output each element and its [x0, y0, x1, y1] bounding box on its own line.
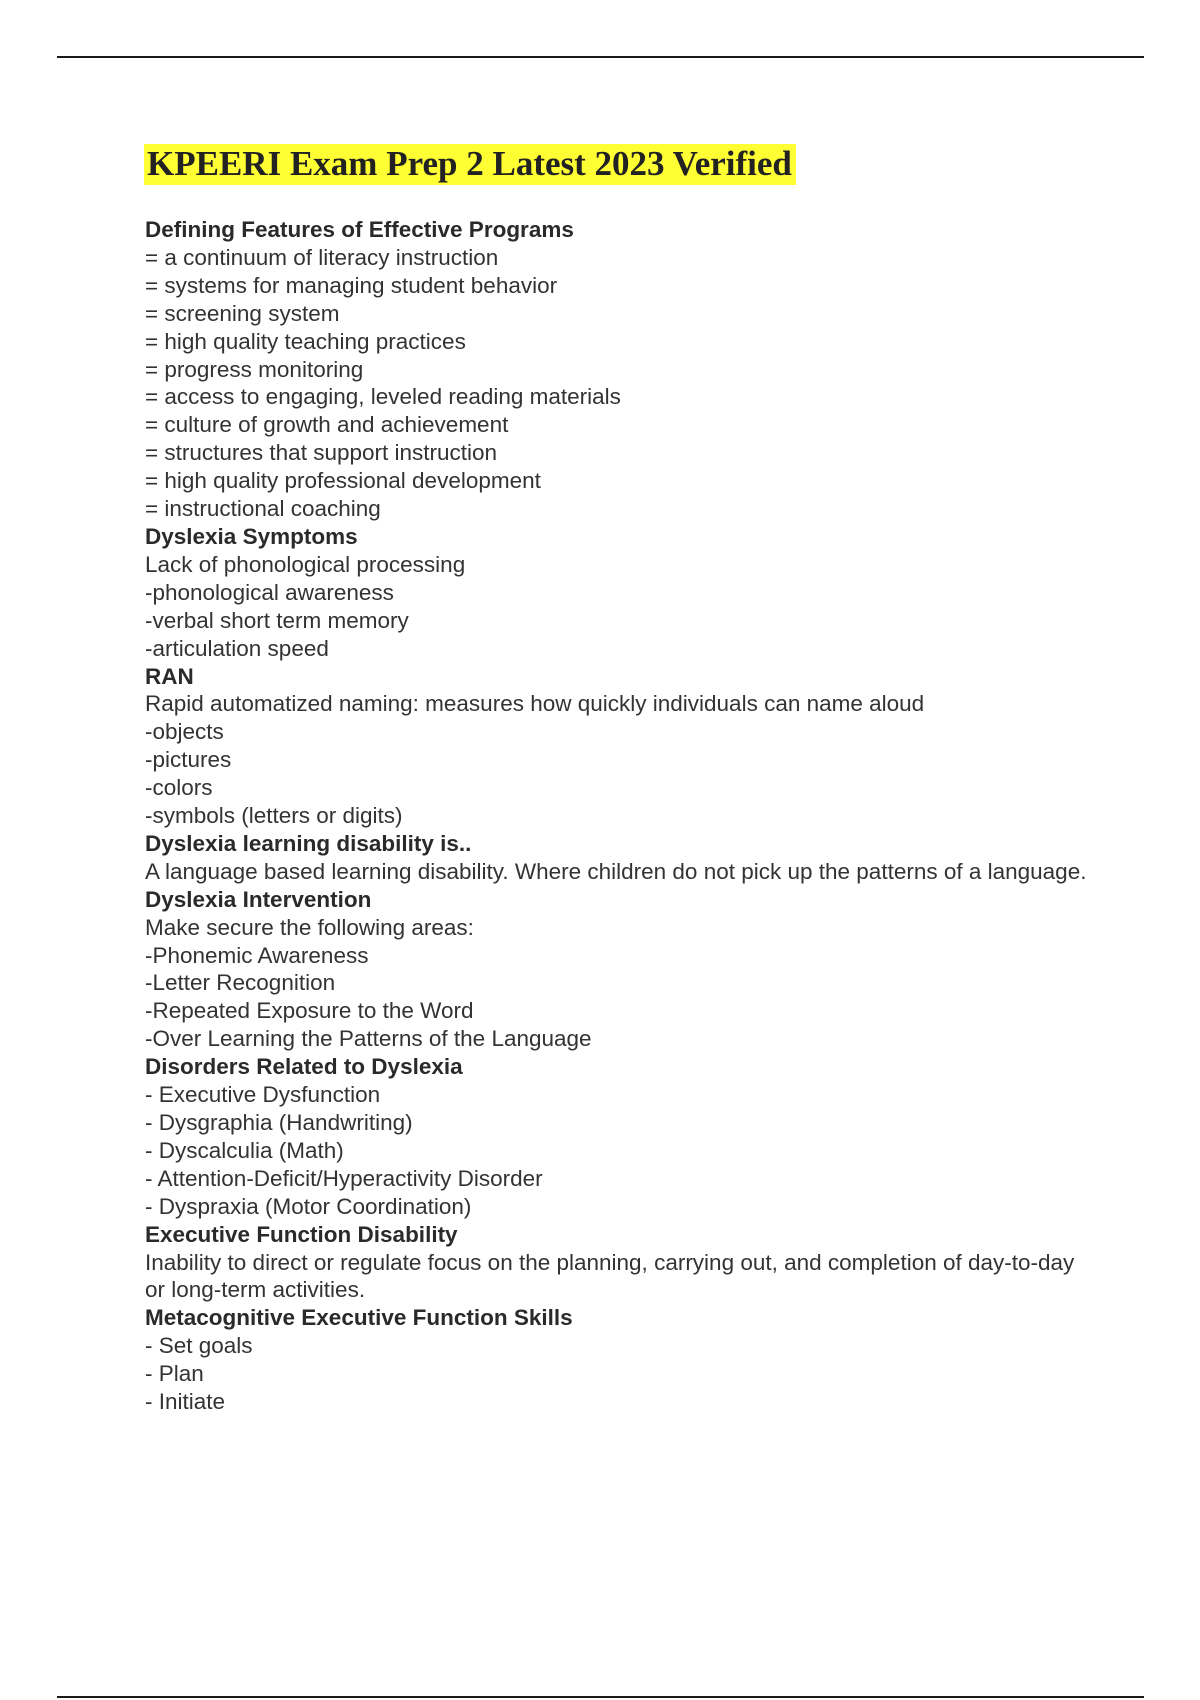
section-heading: Dyslexia Intervention [145, 886, 372, 912]
section-line: = progress monitoring [145, 356, 364, 382]
section-line: - Set goals [145, 1333, 253, 1359]
section-line: - Plan [145, 1361, 204, 1387]
section-heading: RAN [145, 663, 194, 689]
section-line: -phonological awareness [145, 579, 394, 605]
section-line: = structures that support instruction [145, 440, 498, 466]
section-line: = high quality professional development [145, 468, 541, 494]
section-line: -articulation speed [145, 635, 329, 661]
section-line: - Initiate [145, 1389, 226, 1415]
document-title: KPEERI Exam Prep 2 Latest 2023 Verified [147, 144, 792, 183]
section-line: = screening system [145, 300, 340, 326]
section-line: -pictures [145, 747, 232, 773]
section-line: -colors [145, 775, 213, 801]
top-divider [57, 56, 1144, 58]
section-line: -symbols (letters or digits) [145, 803, 403, 829]
section-line: -Phonemic Awareness [145, 942, 369, 968]
section-paragraph: Inability to direct or regulate focus on the planning, carrying out, and completion of day-to-day or long-term activities. [145, 1249, 1075, 1303]
section-line: = instructional coaching [145, 496, 381, 522]
section-heading: Executive Function Disability [145, 1221, 458, 1247]
section-heading: Metacognitive Executive Function Skills [145, 1305, 573, 1331]
title-highlight [144, 144, 796, 185]
section-line: - Dyspraxia (Motor Coordination) [145, 1193, 472, 1219]
section-heading: Defining Features of Effective Programs [145, 217, 574, 242]
bottom-divider [57, 1696, 1144, 1698]
section-line: = access to engaging, leveled reading materials [145, 384, 621, 410]
section-line: = systems for managing student behavior [145, 272, 558, 298]
section-line: Rapid automatized naming: measures how quickly individuals can name aloud [145, 691, 925, 717]
section-line: - Dyscalculia (Math) [145, 1137, 344, 1163]
section-paragraph: A language based learning disability. Where children do not pick up the patterns of a language. [145, 858, 1087, 884]
section-heading: Disorders Related to Dyslexia [145, 1054, 463, 1080]
section-line: -Repeated Exposure to the Word [145, 998, 474, 1024]
section-heading: Dyslexia Symptoms [145, 523, 358, 549]
section-heading: Dyslexia learning disability is.. [145, 830, 472, 856]
section-line: Lack of phonological processing [145, 551, 466, 577]
document-body [145, 216, 1095, 1416]
section-line: = high quality teaching practices [145, 328, 466, 354]
section-line: = culture of growth and achievement [145, 412, 509, 438]
section-line: = a continuum of literacy instruction [145, 244, 499, 270]
section-line: -Letter Recognition [145, 970, 336, 996]
section-line: -objects [145, 719, 224, 745]
section-line: - Attention-Deficit/Hyperactivity Disorder [145, 1165, 543, 1191]
section-line: Make secure the following areas: [145, 914, 474, 940]
section-line: -Over Learning the Patterns of the Language [145, 1026, 592, 1052]
section-line: - Dysgraphia (Handwriting) [145, 1110, 413, 1135]
section-line: -verbal short term memory [145, 607, 409, 633]
section-line: - Executive Dysfunction [145, 1082, 381, 1108]
